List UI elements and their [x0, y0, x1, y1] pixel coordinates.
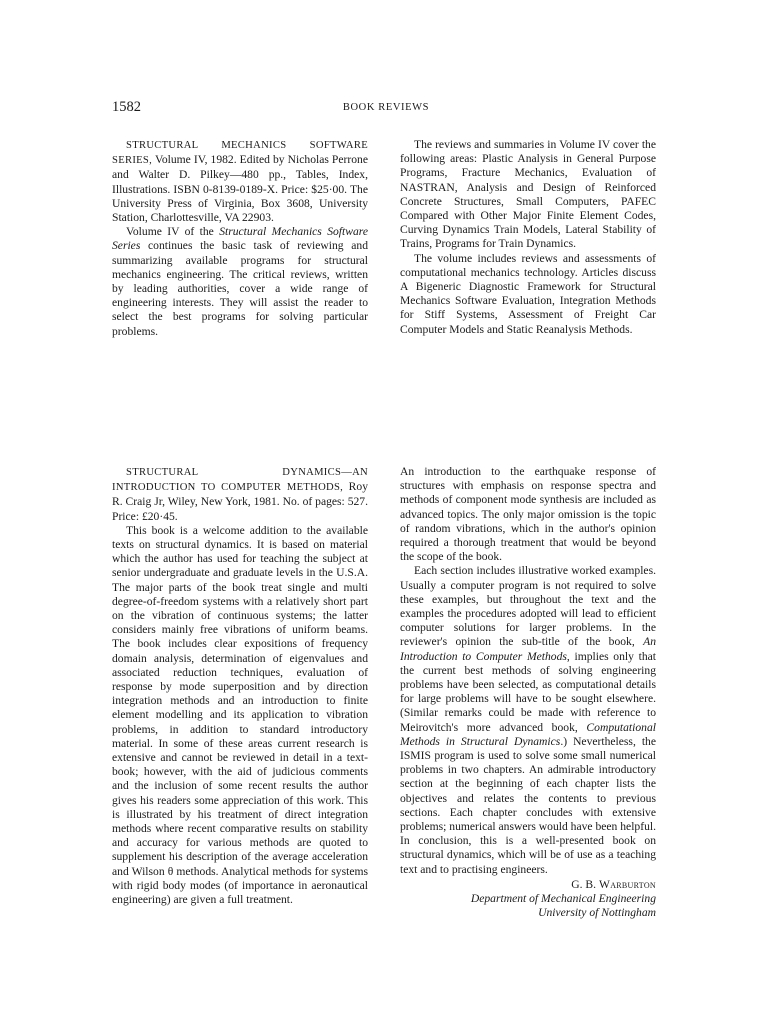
review2-paragraph-2: Each section includes illustrative worked examples. Usually a computer program is not required to solve these examples, but throughout the text and the examples the procedures adopted will lead to efficient computer solutions for larger problems. In the reviewer's opinion the sub-title of the book, An Introduction to Computer Methods, implies only that the current best methods of solving engineering problems have been selected, as computational details for large problems will have to be sought elsewhere. (Similar remarks could be made with reference to Meirovitch's more advanced book, Computational Methods in Structural Dynamics.) Nevertheless, the ISMIS program is used to solve some small numerical problems in two chapters. An admirable introductory section at the beginning of each chapter lists the objectives and relates the contents to previous sections. Each chapter concludes with extensive problems; numerical answers would have been helpful. In conclusion, this is a well-presented book on structural dynamics, which will be of use as a teaching text and to practising engineers. [400, 564, 656, 876]
reviewer-signature [400, 878, 656, 921]
review1-citation-details: Volume IV, 1982. Edited by Nicholas Perrone and Walter D. Pilkey—480 pp., Tables, Index, Illustrations. ISBN 0-8139-0189-X. Price: $25·00. The University Press of Virginia, Box 3608, University Station, Charlottesville, VA 22903. [112, 153, 368, 225]
reviewer-department: Department of Mechanical Engineering [470, 892, 656, 906]
running-head [112, 99, 660, 119]
review2-referenced-book: Computational Methods in Structural Dynamics [400, 720, 656, 748]
review1-paragraph-2: The reviews and summaries in Volume IV cover the following areas: Plastic Analysis in General Purpose Programs, Fracture Mechanics, Evaluation of NASTRAN, Analysis and Design of Reinforced Concrete Structures, Small Computers, PAFEC Compared with Other Major Finite Element Codes, Curving Dynamics Train Models, Lateral Stability of Trains, Programs for Train Dynamics. [400, 138, 656, 251]
reviewer-university: University of Nottingham [538, 906, 656, 920]
review2-citation [112, 465, 368, 524]
review1-citation [112, 138, 368, 225]
review2-paragraph-1: This book is a welcome addition to the available texts on structural dynamics. It is based on material which the author has used for teaching the subject at senior undergraduate and graduate levels in the U.S.A. The major parts of the book treat single and multi degree-of-freedom systems with a relatively short part on the vibration of continuous systems; the latter considers mainly free vibrations of uniform beams. The book includes clear expositions of frequency domain analysis, determination of eigenvalues and associated reduction techniques, evaluation of response by mode superposition and by direction integration methods and an introduction to finite element modelling and its application to vibration problems, in addition to standard introductory material. In some of these areas current research is extensive and cannot be reviewed in detail in a text-book; however, with the aid of judicious comments and the inclusion of some recent results the author gives his readers some appreciation of this work. This is illustrated by his treatment of direct integration methods where recent comparative results on stability and accuracy for various methods are quoted to supplement his description of the average acceleration and Wilson θ methods. Analytical methods for systems with rigid body modes (of importance in aeronautical engineering) are given a full treatment. [112, 523, 368, 907]
review2-left-column [112, 465, 368, 907]
review2-right-column [400, 465, 656, 921]
review1-citation-title: STRUCTURAL MECHANICS SOFTWARE SERIES, [112, 140, 368, 167]
review1-left-column [112, 138, 368, 339]
review2-citation-title: STRUCTURAL DYNAMICS—AN INTRODUCTION TO COMPUTER METHODS, [112, 467, 368, 494]
review2-paragraph-1-continued: An introduction to the earthquake response of structures with emphasis on response spectra and methods of component mode synthesis are included as advanced topics. The only major omission is the topic of random vibrations, which in the author's opinion required a thorough treatment that would be beyond the scope of the book. [400, 465, 656, 564]
review1-right-column [400, 138, 656, 337]
page-number: 1582 [112, 99, 141, 115]
review2-subtitle: An Introduction to Computer Methods [400, 635, 656, 663]
section-title: BOOK REVIEWS [342, 102, 430, 113]
reviewer-name: G. B. Warburton [571, 877, 656, 891]
review1-paragraph-3: The volume includes reviews and assessments of computational mechanics technology. Articles discuss A Bigeneric Diagnostic Framework for Structural Mechanics Software Evaluation, Integration Methods for Stiff Systems, Assessment of Freight Car Computer Models and Static Reanalysis Methods. [400, 251, 656, 336]
review1-paragraph-1: Volume IV of the Structural Mechanics Software Series continues the basic task of reviewing and summarizing available programs for structural mechanics engineering. The critical reviews, written by leading authorities, cover a wide range of engineering interests. They will assist the reader to select the best programs for solving particular problems. [112, 225, 368, 338]
review2-citation-details: Roy R. Craig Jr, Wiley, New York, 1981. No. of pages: 527. Price: £20·45. [112, 480, 369, 523]
review1-book-title: Structural Mechanics Software Series [112, 225, 368, 253]
